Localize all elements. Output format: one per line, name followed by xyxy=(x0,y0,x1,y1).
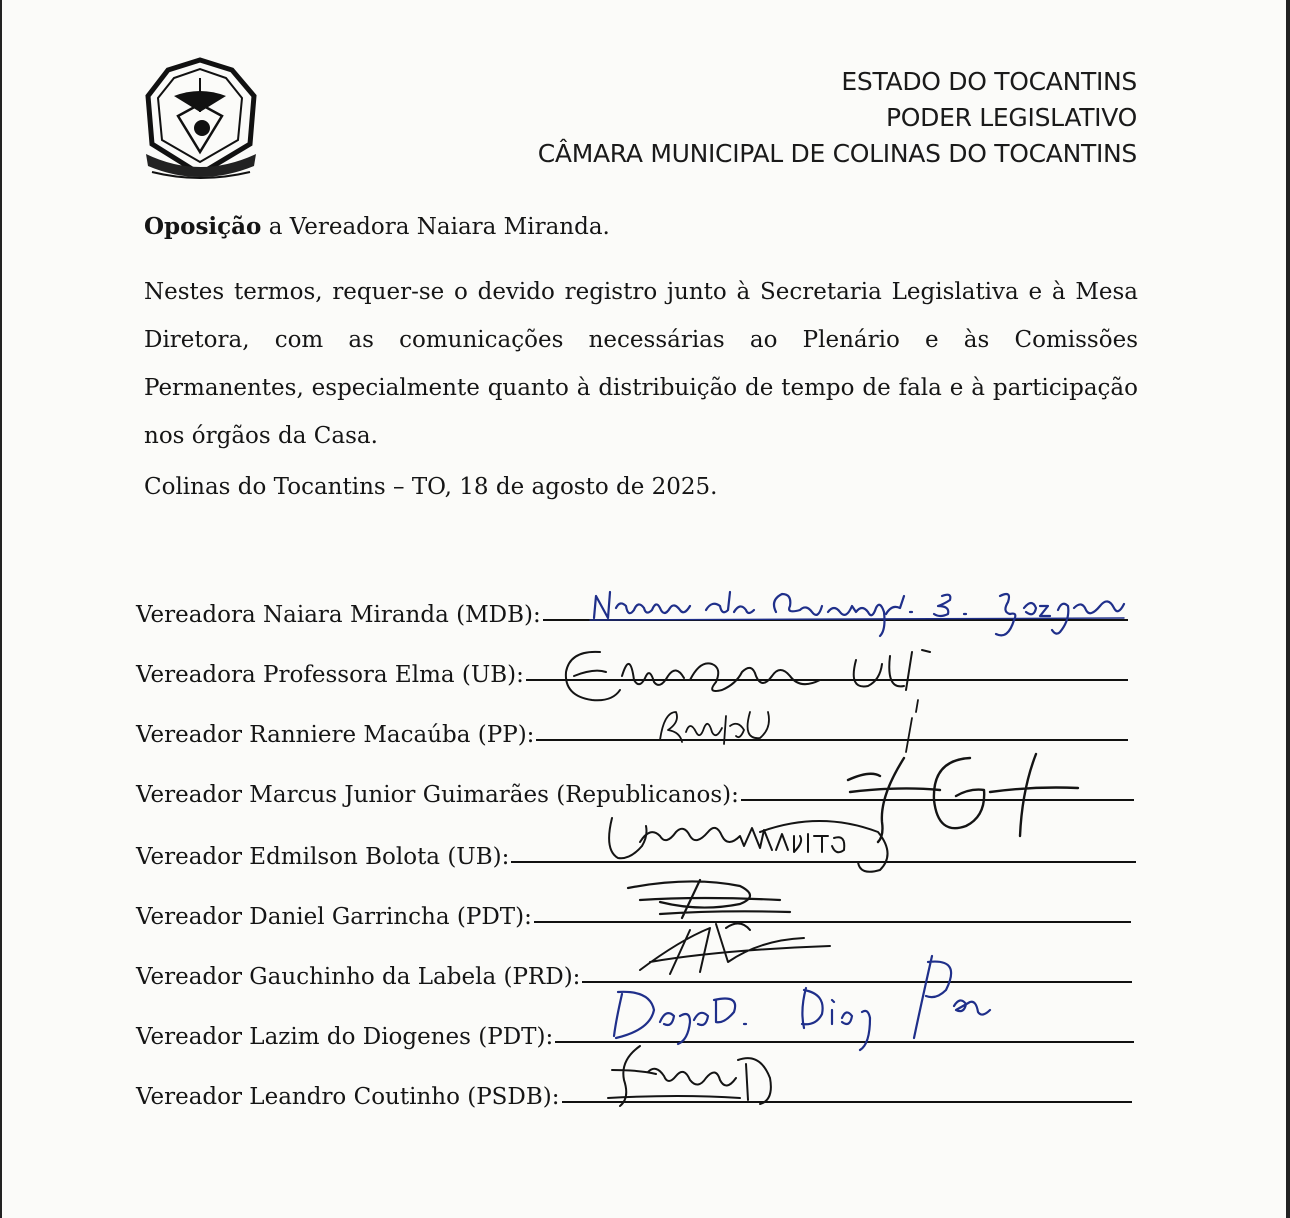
opposition-statement xyxy=(144,213,1138,240)
signature-row xyxy=(136,1070,1132,1110)
header-state: ESTADO DO TOCANTINS xyxy=(841,67,1137,96)
signatory-label: Vereador Leandro Coutinho (PSDB): xyxy=(136,1084,560,1110)
header-chamber: CÂMARA MUNICIPAL DE COLINAS DO TOCANTINS xyxy=(537,139,1137,168)
signatory-label: Vereador Edmilson Bolota (UB): xyxy=(136,844,510,870)
signature-row xyxy=(136,648,1128,688)
signatory-label: Vereador Gauchinho da Labela (PRD): xyxy=(136,964,581,990)
signature-line xyxy=(582,981,1132,983)
signature-row xyxy=(136,768,1134,808)
signature-line xyxy=(511,861,1136,863)
page-border-right xyxy=(1286,0,1290,1218)
page-border-left xyxy=(0,0,2,1218)
request-paragraph: Nestes termos, requer-se o devido registro junto à Secretaria Legislativa e à Mesa Diretora, com as comunicações necessárias ao Plenário e às Comissões Permanentes, especialmente quanto à distribuição de tempo de fala e à participação nos órgãos da Casa. xyxy=(144,279,1138,449)
signatory-label: Vereador Ranniere Macaúba (PP): xyxy=(136,722,535,748)
signatory-label: Vereador Daniel Garrincha (PDT): xyxy=(136,904,532,930)
document-header xyxy=(538,64,1137,172)
municipal-seal-icon xyxy=(138,56,263,188)
signature-line xyxy=(526,679,1128,681)
signature-line xyxy=(562,1101,1132,1103)
date-line: Colinas do Tocantins – TO, 18 de agosto de 2025. xyxy=(144,474,718,500)
signatory-label: Vereadora Professora Elma (UB): xyxy=(136,662,524,688)
signature-line xyxy=(555,1041,1134,1043)
opposition-label: Oposição xyxy=(144,213,262,240)
signature-line xyxy=(534,921,1131,923)
signatory-label: Vereador Lazim do Diogenes (PDT): xyxy=(136,1024,554,1050)
signature-row xyxy=(136,890,1131,930)
header-power: PODER LEGISLATIVO xyxy=(885,103,1137,132)
signatory-label: Vereadora Naiara Miranda (MDB): xyxy=(136,602,541,628)
signature-row xyxy=(136,588,1128,628)
signature-row xyxy=(136,830,1136,870)
signature-line xyxy=(536,739,1128,741)
signature-row xyxy=(136,1010,1134,1050)
opposition-target: a Vereadora Naiara Miranda. xyxy=(261,214,610,240)
signature-line xyxy=(741,799,1134,801)
signatory-label: Vereador Marcus Junior Guimarães (Republicanos): xyxy=(136,782,739,808)
signature-line xyxy=(543,619,1128,621)
signature-row xyxy=(136,950,1132,990)
signature-row xyxy=(136,708,1128,748)
